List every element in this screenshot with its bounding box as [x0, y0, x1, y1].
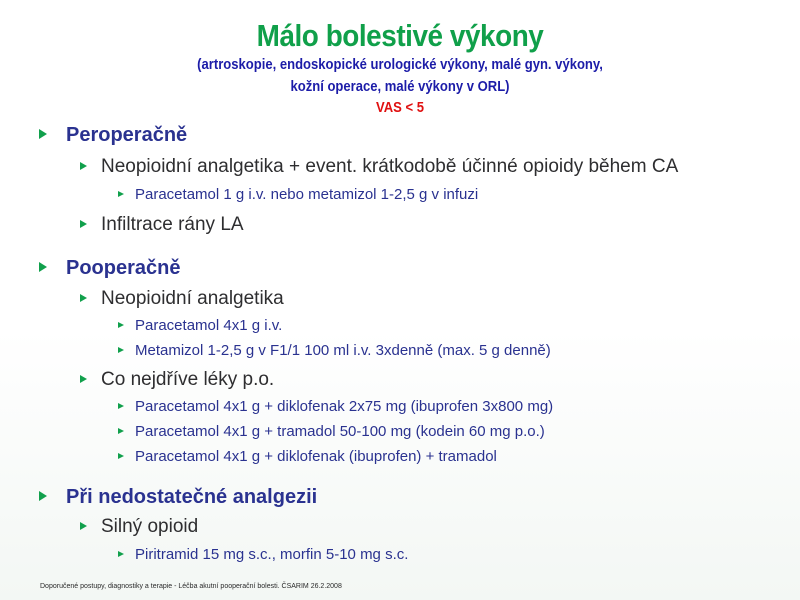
sub-list-item-text: Paracetamol 1 g i.v. nebo metamizol 1-2,5 g v infuzi — [135, 186, 479, 203]
bullet-arrow-icon — [80, 294, 87, 302]
subtitle-line-1: (artroskopie, endoskopické urologické výkony, malé gyn. výkony, — [197, 57, 603, 73]
sub-list-item — [118, 342, 551, 359]
bullet-arrow-icon — [80, 522, 87, 530]
bullet-arrow-icon — [118, 347, 124, 353]
bullet-arrow-icon — [118, 191, 124, 197]
title-block — [0, 18, 800, 118]
bullet-arrow-icon — [39, 262, 47, 272]
sub-list-item-text: Paracetamol 4x1 g i.v. — [135, 317, 283, 334]
list-item-text: Neopioidní analgetika + event. krátkodobě účinné opioidy během CA — [101, 156, 679, 177]
sub-list-item — [118, 423, 545, 440]
sub-list-item-text: Metamizol 1-2,5 g v F1/1 100 ml i.v. 3xdenně (max. 5 g denně) — [135, 342, 551, 359]
list-item — [80, 288, 284, 310]
list-item — [80, 369, 274, 391]
list-item-text: Silný opioid — [101, 516, 199, 537]
sub-list-item-text: Paracetamol 4x1 g + diklofenak 2x75 mg (ibuprofen 3x800 mg) — [135, 398, 554, 415]
section-postop — [39, 257, 180, 280]
bullet-arrow-icon — [80, 220, 87, 228]
bullet-arrow-icon — [118, 551, 124, 557]
sub-list-item-text: Paracetamol 4x1 g + diklofenak (ibuprofen) + tramadol — [135, 448, 497, 465]
list-item-text: Infiltrace rány LA — [101, 214, 244, 235]
section-heading-insufficient: Při nedostatečné analgezii — [66, 486, 318, 508]
subtitle-line-2: kožní operace, malé výkony v ORL) — [290, 79, 510, 95]
bullet-arrow-icon — [118, 428, 124, 434]
bullet-arrow-icon — [39, 129, 47, 139]
list-item-text: Co nejdříve léky p.o. — [101, 369, 275, 390]
vas-label: VAS < 5 — [375, 100, 424, 116]
sub-list-item — [118, 448, 497, 465]
slide-title: Málo bolestivé výkony — [256, 18, 544, 53]
section-heading-perop: Peroperačně — [66, 124, 188, 146]
section-heading-postop: Pooperačně — [66, 257, 181, 279]
list-item — [80, 516, 198, 538]
sub-list-item-text: Piritramid 15 mg s.c., morfin 5-10 mg s.c. — [135, 546, 409, 563]
sub-list-item — [118, 546, 408, 563]
bullet-arrow-icon — [80, 162, 87, 170]
list-item — [80, 156, 678, 178]
list-item-text: Neopioidní analgetika — [101, 288, 284, 309]
section-perop — [39, 124, 187, 147]
bullet-arrow-icon — [39, 491, 47, 501]
sub-list-item — [118, 398, 553, 415]
footer-citation: Doporučené postupy, diagnostiky a terapie - Léčba akutní pooperační bolesti. ČSARIM 26.2.2008 — [40, 583, 342, 590]
section-insufficient — [39, 486, 317, 509]
bullet-arrow-icon — [118, 322, 124, 328]
sub-list-item-text: Paracetamol 4x1 g + tramadol 50-100 mg (kodein 60 mg p.o.) — [135, 423, 545, 440]
list-item — [80, 214, 244, 236]
bullet-arrow-icon — [80, 375, 87, 383]
bullet-arrow-icon — [118, 453, 124, 459]
bullet-arrow-icon — [118, 403, 124, 409]
sub-list-item — [118, 317, 282, 334]
sub-list-item — [118, 186, 478, 203]
